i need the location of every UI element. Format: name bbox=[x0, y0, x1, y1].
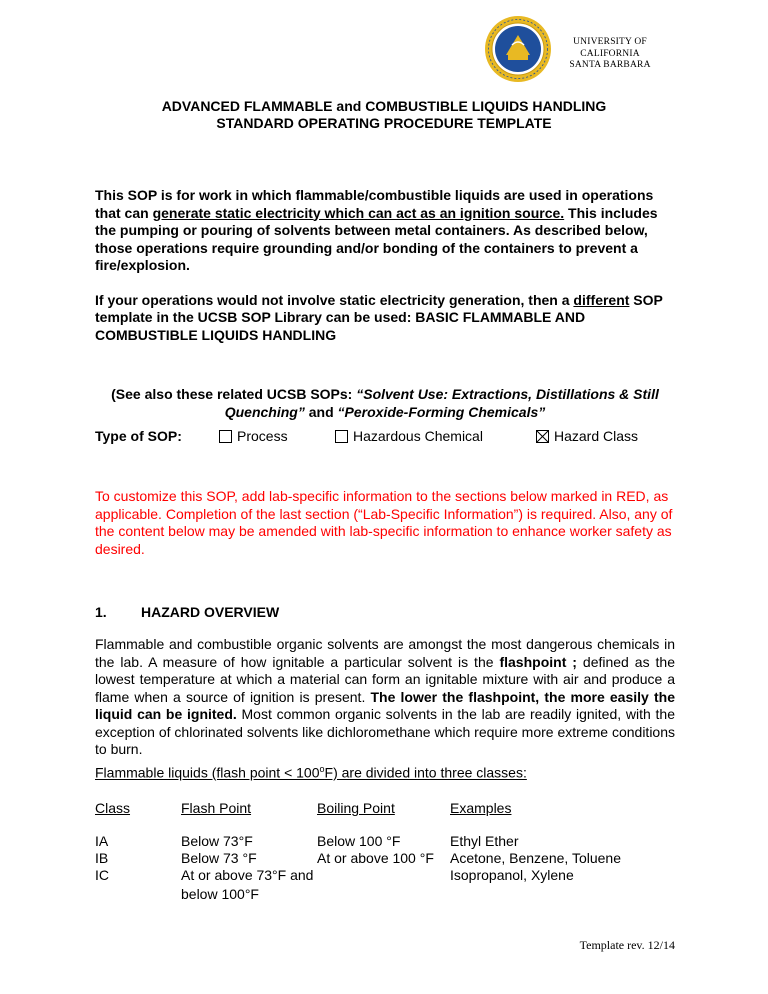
section-number: 1. bbox=[95, 604, 107, 620]
document-title-line1: ADVANCED FLAMMABLE and COMBUSTIBLE LIQUIDS HANDLING bbox=[161, 98, 607, 114]
overview-bold-lower-flashpoint: The lower the flashpoint, the more easily the liquid can be ignited. bbox=[95, 688, 675, 722]
flammable-heading-sup: o bbox=[319, 764, 325, 774]
intro-p2-text-a: If your operations would not involve static electricity generation, then a bbox=[95, 291, 574, 308]
document-title-line2: STANDARD OPERATING PROCEDURE TEMPLATE bbox=[216, 115, 552, 131]
intro-p2-underlined: different bbox=[573, 291, 630, 308]
table-cell-class: IB bbox=[95, 850, 109, 866]
sop-type-option-process[interactable] bbox=[219, 428, 288, 444]
hazard-class-checkbox[interactable] bbox=[536, 430, 549, 443]
overview-text-2: defined as the lowest temperature at which a material can form an ignitable mixture with air and produce a flame when a source of ignition is present. bbox=[95, 653, 675, 705]
table-cell-flash-point: At or above 73°F and bbox=[181, 867, 314, 883]
related-sop-peroxide: “Peroxide-Forming Chemicals” bbox=[337, 403, 546, 420]
intro-p1-text-b: This includes the pumping or pouring of solvents between metal containers. As described below, those operations require grounding and/or bonding of the containers to prevent a fire/explosion. bbox=[95, 204, 658, 273]
process-checkbox[interactable] bbox=[219, 430, 232, 443]
intro-paragraph-1 bbox=[95, 187, 675, 275]
related-and: and bbox=[304, 403, 338, 420]
template-revision: Template rev. 12/14 bbox=[579, 938, 675, 952]
checkbox-x-icon bbox=[537, 431, 548, 442]
related-sops bbox=[95, 386, 675, 421]
table-cell-examples: Isopropanol, Xylene bbox=[450, 867, 574, 883]
flammable-classes-heading bbox=[95, 764, 527, 781]
related-sop-solvent-use: “Solvent Use: Extractions, Distillations & Still Quenching” bbox=[224, 386, 659, 420]
table-cell-examples: Acetone, Benzene, Toluene bbox=[450, 850, 621, 866]
table-cell-class: IC bbox=[95, 867, 109, 883]
intro-paragraph-2 bbox=[95, 292, 675, 345]
university-seal-icon bbox=[484, 15, 552, 83]
related-prefix: (See also these related UCSB SOPs: bbox=[111, 386, 357, 402]
hazardous-chemical-checkbox[interactable] bbox=[335, 430, 348, 443]
overview-text-3: Most common organic solvents in the lab are readily ignited, with the exception of chlorinated solvents like dichloromethane which require more extreme conditions to burn. bbox=[95, 706, 675, 757]
section-title: HAZARD OVERVIEW bbox=[141, 604, 280, 620]
hazard-overview-paragraph bbox=[95, 636, 675, 759]
university-name-line2: SANTA BARBARA bbox=[569, 60, 651, 70]
table-cell-boiling-point: Below 100 °F bbox=[317, 833, 401, 849]
intro-p2-text-b: SOP template in the UCSB SOP Library can be used: BASIC FLAMMABLE AND COMBUSTIBLE LIQUIDS HANDLING bbox=[95, 291, 663, 343]
overview-text-1: Flammable and combustible organic solvents are amongst the most dangerous chemicals in the lab. A measure of how ignitable a particular solvent is the bbox=[95, 636, 675, 670]
overview-bold-flashpoint: flashpoint ; bbox=[499, 653, 577, 670]
table-cell-flash-point-cont: below 100°F bbox=[181, 886, 259, 902]
flammable-heading-a: Flammable liquids (flash point < 100 bbox=[95, 764, 320, 781]
university-name-line1: UNIVERSITY OF CALIFORNIA bbox=[573, 37, 647, 59]
table-cell-class: IA bbox=[95, 833, 109, 849]
table-header-boiling-point: Boiling Point bbox=[317, 800, 395, 816]
hazard-class-label: Hazard Class bbox=[554, 428, 639, 444]
table-cell-flash-point: Below 73°F bbox=[181, 833, 253, 849]
sop-type-option-hazard-class[interactable] bbox=[536, 428, 638, 444]
table-header-flash-point: Flash Point bbox=[181, 800, 252, 816]
table-cell-flash-point: Below 73 °F bbox=[181, 850, 257, 866]
intro-p1-underlined: generate static electricity which can act as an ignition source. bbox=[152, 204, 565, 221]
table-cell-examples: Ethyl Ether bbox=[450, 833, 519, 849]
intro-block bbox=[95, 187, 675, 344]
table-cell-boiling-point: At or above 100 °F bbox=[317, 850, 434, 866]
table-header-examples: Examples bbox=[450, 800, 512, 816]
sop-type-option-hazardous-chemical[interactable] bbox=[335, 428, 483, 444]
table-header-class: Class bbox=[95, 800, 131, 816]
sop-type-label: Type of SOP: bbox=[95, 428, 182, 444]
university-name bbox=[550, 37, 670, 72]
customize-instructions: To customize this SOP, add lab-specific information to the sections below marked in RED, as applicable. Completion of the last section (“Lab-Specific Information”) is required. Also, any of the content below may be amended with lab-specific information to enhance worker safety as desired. bbox=[95, 488, 673, 557]
process-label: Process bbox=[237, 428, 288, 444]
intro-p1-text-a: This SOP is for work in which flammable/combustible liquids are used in operations that can bbox=[95, 187, 654, 221]
flammable-heading-b: F) are divided into three classes: bbox=[324, 764, 527, 781]
hazardous-chemical-label: Hazardous Chemical bbox=[353, 428, 483, 444]
